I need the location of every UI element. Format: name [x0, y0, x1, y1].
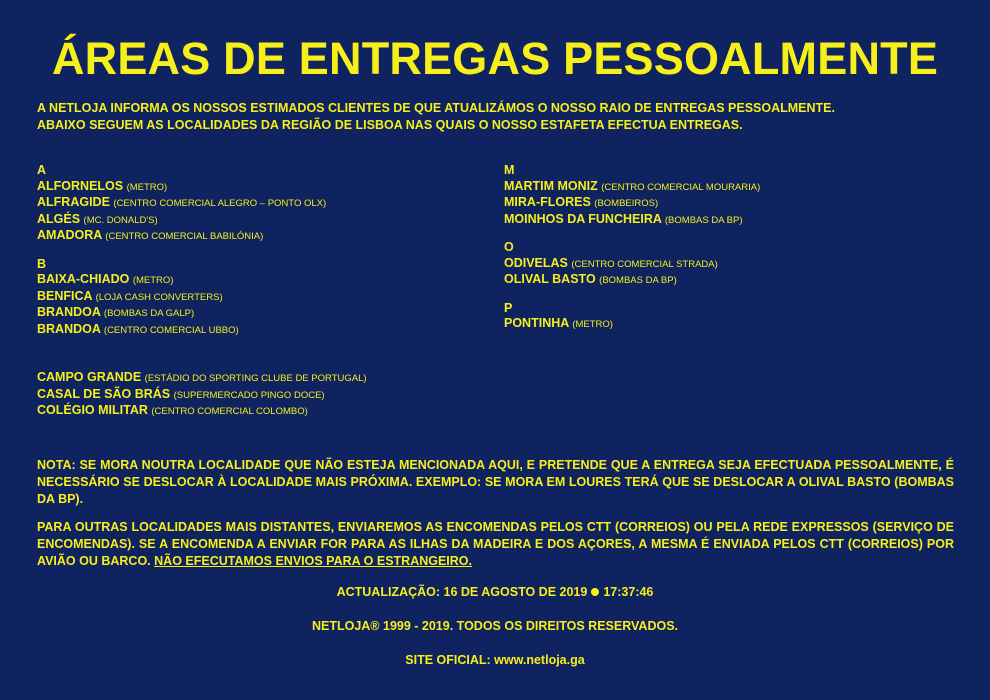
location-item	[37, 370, 477, 387]
location-item	[37, 403, 477, 420]
location-name: COLÉGIO MILITAR	[37, 403, 148, 417]
location-item	[37, 289, 477, 306]
shipping-text: PARA OUTRAS LOCALIDADES MAIS DISTANTES, ENVIAREMOS AS ENCOMENDAS PELOS CTT (CORREIOS) OU PELA REDE EXPRESSOS (SERVIÇO DE ENCOMENDAS). SE A ENCOMENDA A ENVIAR FOR PARA AS ILHAS DA MADEIRA E DOS AÇORES, A MESMA É ENVIADA PELOS CTT (CORREIOS) POR AVIÃO OU BARCO.	[37, 520, 954, 568]
group-letter: B	[37, 256, 47, 271]
location-detail: (BOMBAS DA GALP)	[103, 308, 195, 319]
location-group-a	[37, 163, 477, 245]
location-item	[37, 212, 477, 229]
locations-right-column	[504, 163, 944, 345]
copyright: NETLOJA® 1999 - 2019. TODOS OS DIREITOS RESERVADOS.	[311, 619, 679, 633]
location-detail: (METRO)	[572, 319, 613, 330]
locations-left-column	[37, 163, 477, 432]
intro-text	[37, 100, 957, 134]
location-detail: (BOMBEIROS)	[594, 198, 659, 209]
update-time: 17:37:46	[603, 585, 654, 599]
location-item	[37, 387, 477, 404]
location-item	[37, 322, 477, 339]
location-detail: (SUPERMERCADO PINGO DOCE)	[173, 389, 325, 401]
location-name: CAMPO GRANDE	[37, 370, 142, 384]
location-name: AMADORA	[37, 228, 102, 242]
location-name: ODIVELAS	[504, 255, 568, 270]
location-detail: (MC. DONALD'S)	[83, 214, 158, 226]
location-item	[37, 272, 477, 289]
location-name: OLIVAL BASTO	[504, 272, 596, 286]
note-shipping	[37, 519, 954, 570]
location-detail: (CENTRO COMERCIAL ALEGRO – PONTO OLX)	[113, 198, 327, 209]
location-item	[37, 305, 477, 322]
location-detail: (METRO)	[132, 275, 174, 286]
location-item	[37, 228, 477, 245]
intro-line: A NETLOJA INFORMA OS NOSSOS ESTIMADOS CLIENTES DE QUE ATUALIZÁMOS O NOSSO RAIO DE ENTREGAS PESSOALMENTE.	[37, 101, 835, 115]
location-name: ALFORNELOS	[37, 178, 124, 193]
location-detail: (CENTRO COMERCIAL BABILÓNIA)	[105, 231, 264, 242]
location-name: CASAL DE SÃO BRÁS	[37, 386, 171, 401]
location-name: MIRA-FLORES	[504, 195, 591, 209]
update-line	[0, 585, 990, 599]
update-date: ACTUALIZAÇÃO: 16 DE AGOSTO DE 2019	[336, 585, 588, 599]
location-name: ALFRAGIDE	[37, 195, 110, 209]
location-detail: (METRO)	[126, 181, 168, 193]
group-letter: A	[37, 163, 47, 177]
location-group-b	[37, 257, 477, 339]
location-group-o	[504, 240, 944, 289]
official-site: SITE OFICIAL: www.netloja.ga	[405, 653, 585, 667]
group-letter: M	[504, 163, 515, 177]
location-detail: (BOMBAS DA BP)	[599, 275, 677, 286]
location-name: BRANDOA	[37, 321, 101, 336]
location-item	[504, 316, 944, 333]
location-item	[504, 212, 944, 229]
location-item	[504, 195, 944, 212]
intro-line: ABAIXO SEGUEM AS LOCALIDADES DA REGIÃO DE LISBOA NAS QUAIS O NOSSO ESTAFETA EFECTUA ENTREGAS.	[37, 118, 743, 132]
location-detail: (CENTRO COMERCIAL COLOMBO)	[151, 406, 308, 417]
location-group-m	[504, 163, 944, 228]
location-item	[504, 179, 944, 196]
location-name: MARTIM MONIZ	[504, 178, 598, 193]
location-name: BAIXA-CHIADO	[37, 272, 130, 286]
group-letter: P	[504, 300, 513, 315]
location-name: PONTINHA	[504, 316, 569, 330]
location-name: BENFICA	[37, 288, 93, 303]
location-name: MOINHOS DA FUNCHEIRA	[504, 211, 662, 226]
location-detail: (CENTRO COMERCIAL UBBO)	[103, 324, 239, 336]
location-item	[37, 179, 477, 196]
page-title: ÁREAS DE ENTREGAS PESSOALMENTE	[51, 33, 939, 84]
location-name: BRANDOA	[37, 305, 101, 319]
location-item	[504, 272, 944, 289]
location-name: ALGÉS	[37, 211, 81, 226]
no-international-shipping: NÃO EFECUTAMOS ENVIOS PARA O ESTRANGEIRO.	[154, 554, 473, 568]
note-nearest-location: NOTA: SE MORA NOUTRA LOCALIDADE QUE NÃO ESTEJA MENCIONADA AQUI, E PRETENDE QUE A ENTREGA SEJA EFECTUADA PESSOALMENTE, É NECESSÁRIO SE DESLOCAR À LOCALIDADE MAIS PRÓXIMA. EXEMPLO: SE MORA EM LOURES TERÁ QUE SE DESLOCAR A OLIVAL BASTO (BOMBAS DA BP).	[37, 458, 954, 506]
location-detail: (LOJA CASH CONVERTERS)	[95, 291, 223, 303]
location-detail: (CENTRO COMERCIAL STRADA)	[571, 258, 718, 270]
location-group-c	[37, 370, 477, 420]
group-letter: O	[504, 240, 514, 254]
location-item	[37, 195, 477, 212]
location-item	[504, 256, 944, 273]
bullet-icon	[591, 588, 599, 596]
location-detail: (CENTRO COMERCIAL MOURARIA)	[601, 181, 761, 193]
location-detail: (ESTÁDIO DO SPORTING CLUBE DE PORTUGAL)	[144, 373, 367, 384]
location-detail: (BOMBAS DA BP)	[664, 214, 743, 226]
location-group-p	[504, 301, 944, 333]
